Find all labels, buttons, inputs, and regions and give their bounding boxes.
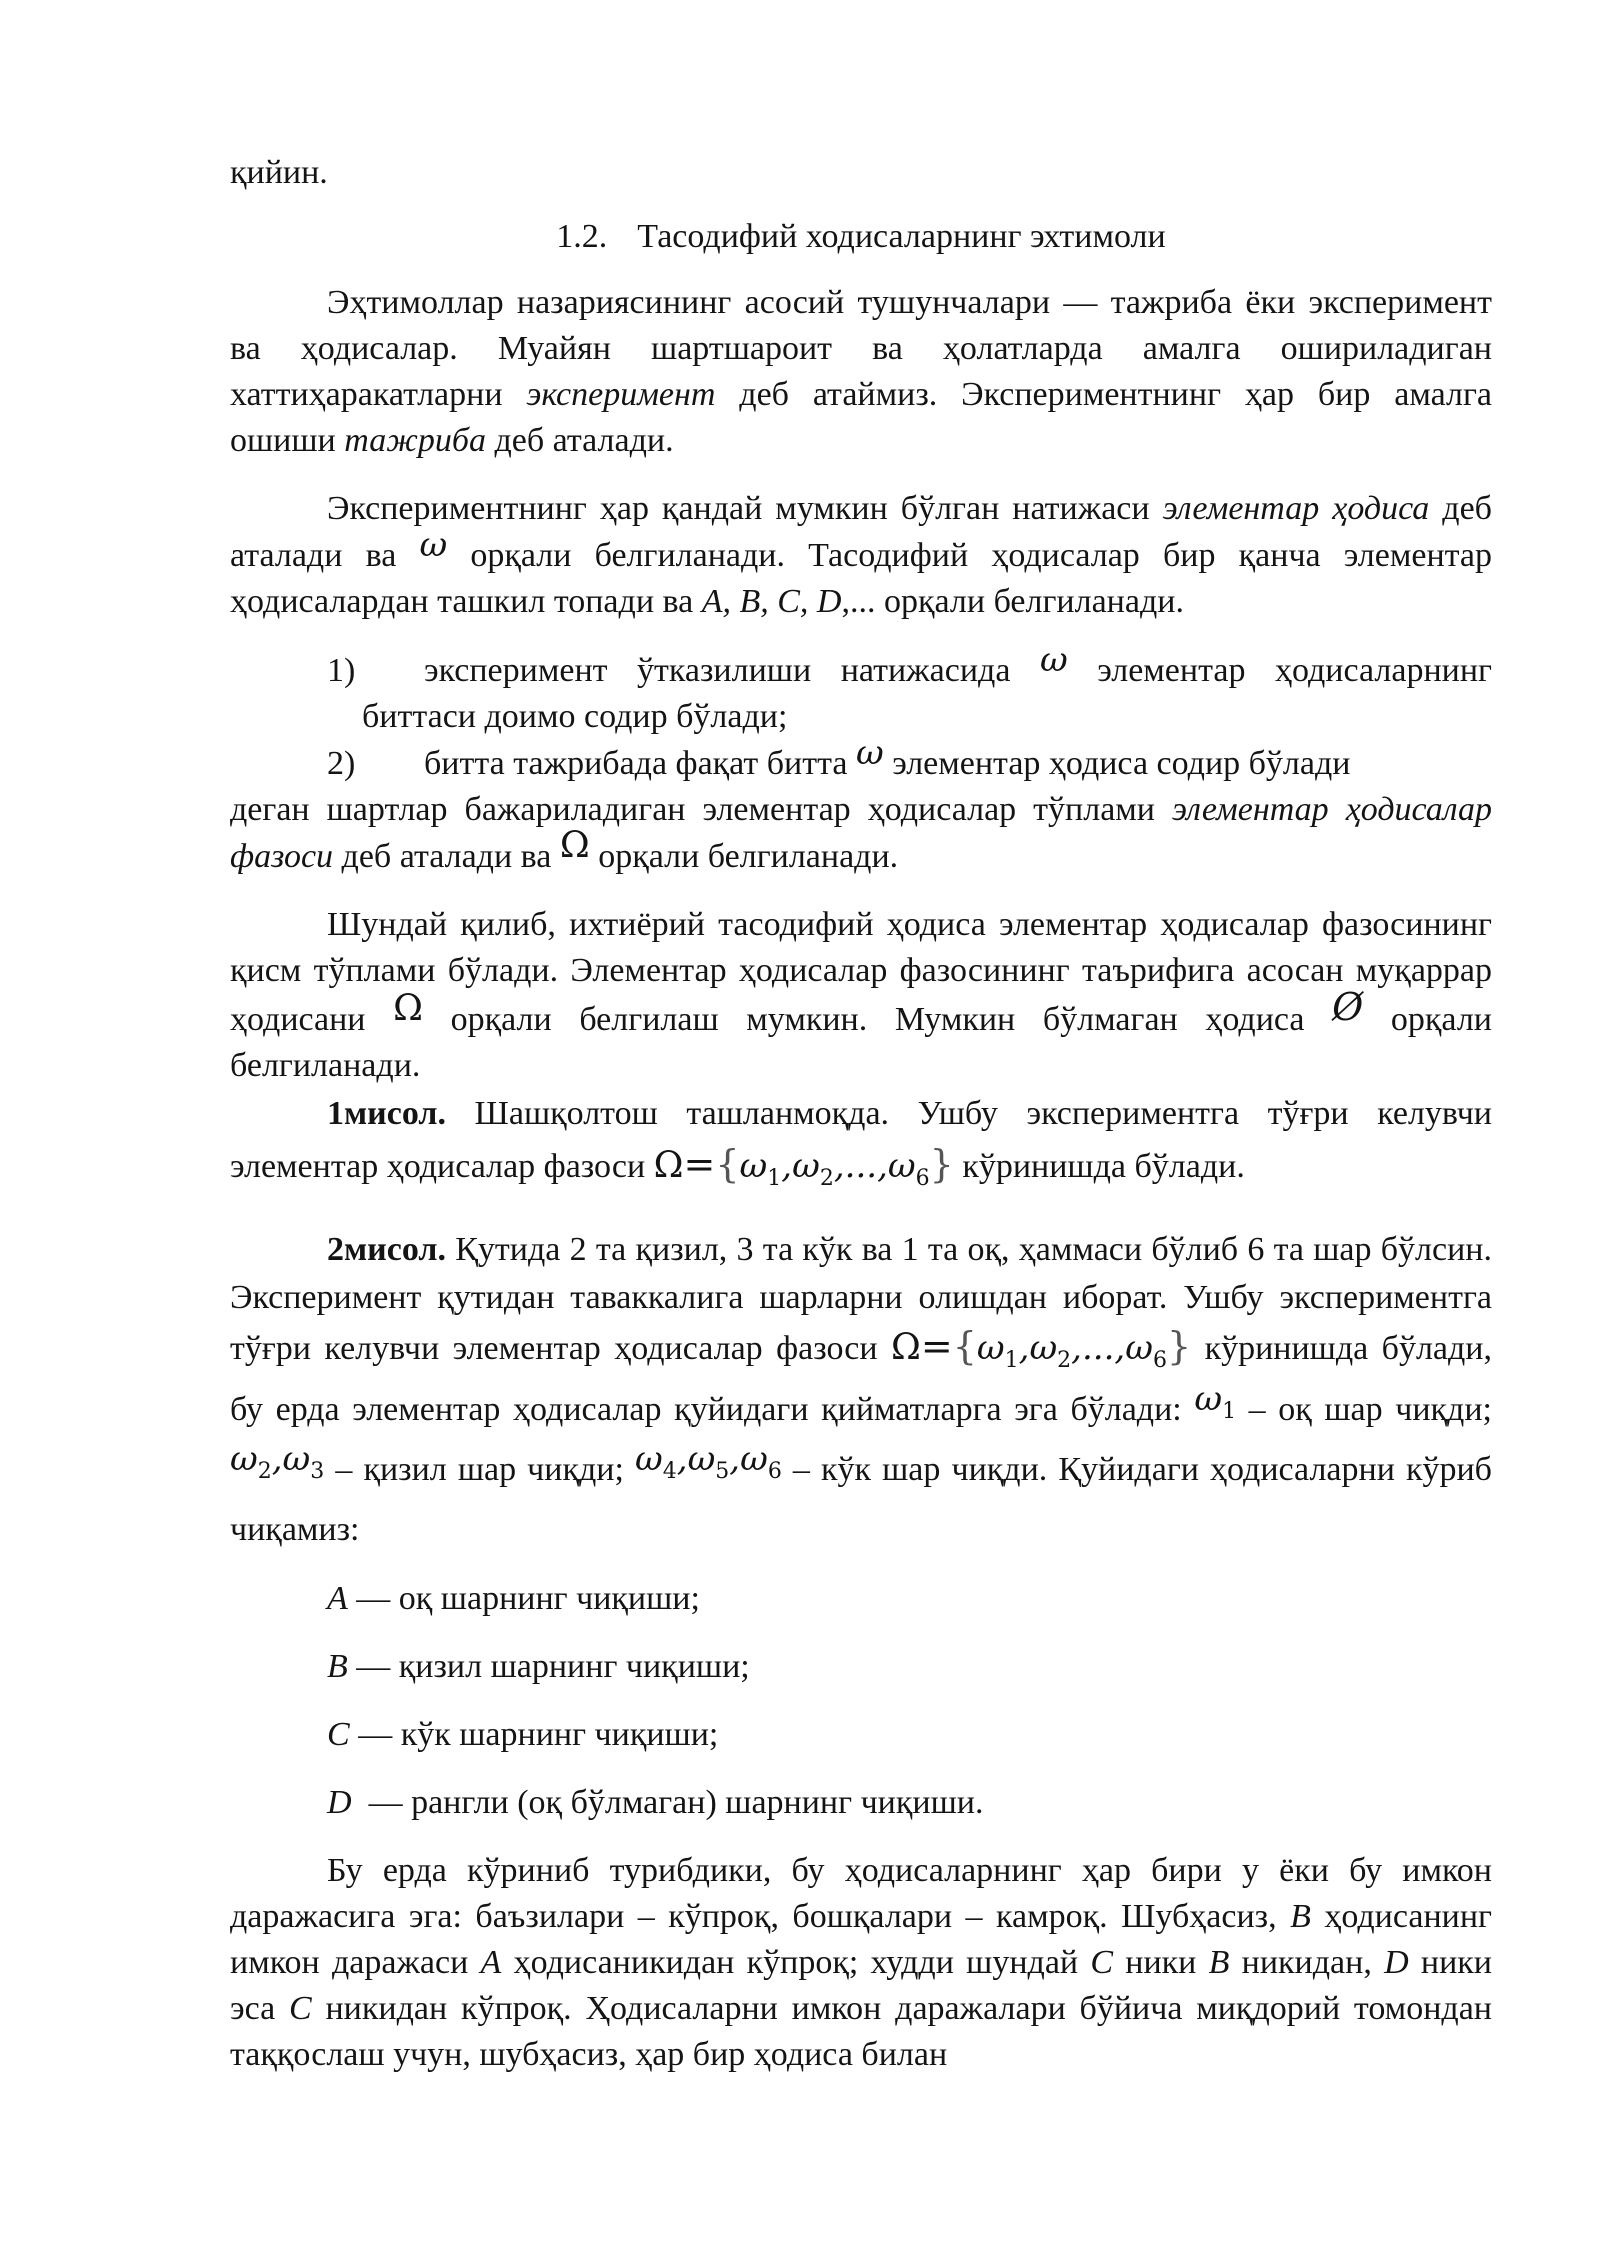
text-run: элементар ҳодисаларнинг биттаси доимо содир бўлади; [362,652,1492,735]
Omega-symbol: Ω [891,1326,921,1368]
omega-symbol: ω [739,1146,768,1186]
subscript: 6 [1152,1347,1167,1373]
Omega-symbol: Ω [653,1145,684,1186]
event-symbol: C [1090,1944,1114,1982]
list-label: 1) [327,652,356,689]
text-run: орқали белгиланади. [589,838,899,875]
term-event-space: элементар ҳодисалар фазоси [230,791,1492,875]
equals-sign: = [920,1323,953,1368]
omega-symbol: ω [792,1146,820,1186]
text-run: битта тажрибада фақат битта [424,745,856,782]
comma: , [781,1146,793,1186]
comma: , [1114,1327,1126,1368]
term-elementary-event: элементар ҳодиса [1162,490,1430,527]
subscript: 2 [1057,1347,1072,1373]
text-run: элементар ҳодиса содир бўлади [883,745,1351,782]
omega-symbol: ω [740,1439,768,1480]
text-run: орқали белгилаш мумкин. Мумкин бўлмаган ҳодиса [423,1001,1333,1038]
close-brace: } [929,1142,954,1186]
omega-symbol: ω [635,1439,663,1480]
paragraph-4 [230,1848,1492,2078]
text-run: кўринишда бўлади. [953,1148,1245,1185]
text-run: – кўк шар чиқди. Қуйидаги ҳодисаларни кўриб чиқамиз: [230,1451,1492,1549]
text-run: орқали белгиланади. Тасодифий ҳодисалар бир қанча элементар ҳодисалардан ташкил топади ва [230,537,1492,620]
event-symbol: A [480,1944,502,1982]
event-symbol: C [327,1716,350,1754]
omega-symbol: ω [976,1327,1005,1368]
text-run: деб аталади ва [333,838,560,875]
omega-symbol: ω [230,1439,258,1480]
omega-2-3 [230,1439,325,1485]
document-page [230,150,1492,2078]
subscript: 4 [662,1459,677,1485]
event-d [230,1780,1492,1826]
text-run: ҳодисаникидан кўпроқ; худди шундай [501,1944,1091,1982]
event-symbol: C [288,1990,312,2028]
comma: , [676,1439,688,1480]
omega-symbol: ω [282,1439,311,1480]
omega-symbol: ω [1125,1327,1153,1368]
example-2 [230,1226,1492,1554]
subscript: 1 [1004,1347,1019,1373]
text-run: деб атаймиз. Экспериментнинг ҳар бир амалга ошиши [230,376,1492,459]
event-description: — қизил шарнинг чиқиши; [347,1648,750,1686]
text-run: орқали белгиланади. [230,1001,1492,1084]
subscript: 1 [767,1165,782,1191]
text-run: – оқ шар чиқди; [1236,1390,1492,1428]
top-line: қийин. [230,154,328,191]
text-run: Шундай қилиб, ихтиёрий тасодифий ҳодиса элементар ҳодисалар фазосининг қисм тўплами бўлади. Элементар ҳодисалар фазосининг таърифига асосан муқаррар ҳодисани [230,906,1492,1038]
example-label: 1мисол. [327,1095,446,1132]
event-b [230,1644,1492,1690]
omega-symbol: ω [1194,1378,1223,1419]
text-run: деган шартлар бажариладиган элементар ҳодисалар тўплами [230,791,1172,828]
section-number: 1.2. [556,218,608,255]
ellipsis: ... [1081,1327,1115,1368]
text-run: ,... орқали белгиланади. [841,583,1184,620]
omega-4-5-6 [635,1439,782,1485]
Omega-symbol: Ω [393,988,423,1029]
equals-sign: = [683,1142,716,1186]
empty-set-symbol: Ø [1332,985,1364,1029]
event-symbol: B [327,1648,348,1686]
event-symbol: A [327,1580,348,1618]
text-run: Қутида 2 та қизил, 3 та кўк ва 1 та оқ, ҳаммаси бўлиб 6 та шар бўлсин. Эксперимент қутидан таваккалига шарларни олишдан иборат. Ушбу экспериментга тўғри келувчи элементар ҳодисалар фазоси [230,1230,1492,1367]
text-run: никидан, [1229,1944,1385,1982]
comma: , [833,1146,845,1186]
omega-symbol: ω [419,525,448,565]
comma: , [729,1439,741,1480]
omega-1 [1194,1378,1237,1424]
subscript: 3 [310,1459,325,1485]
ellipsis: ... [844,1146,878,1186]
list-item-1 [230,640,1492,740]
omega-symbol: ω [687,1439,716,1480]
subscript: 1 [1222,1398,1237,1424]
text-run: ники эса [230,1944,1493,2028]
paragraph-2 [230,486,1492,625]
text-run: Экспериментнинг ҳар қандай мумкин бўлган натижаси [327,490,1163,527]
text-run: – қизил шар чиқди; [324,1451,636,1489]
event-symbol: D [1384,1944,1409,1982]
list-item-2 [230,733,1492,787]
comma: , [1018,1327,1030,1368]
event-space-formula [891,1323,1192,1373]
omega-symbol: ω [1029,1327,1058,1368]
subscript: 5 [715,1459,730,1485]
event-symbol: B [1208,1944,1230,1982]
text-run: Эҳтимоллар назариясининг асосий тушунчалари — тажриба ёки эксперимент ва ҳодисалар. Муайян шартшароит ва ҳолатларда амалга ошириладиган хаттиҳаракатларни [230,284,1492,413]
text-run: никидан кўпроқ. Ҳодисаларни имкон даражалари бўйича миқдорий томондан таққослаш учун, шубҳасиз, ҳар бир ҳодиса билан [230,1990,1492,2074]
term-experiment: эксперимент [526,376,716,413]
event-symbol: B [1290,1898,1311,1936]
subscript: 2 [257,1459,272,1485]
omega-symbol: ω [1039,640,1068,680]
text-run: кўринишда бўлади, бу ерда элементар ҳодисалар қуйидаги қийматларга эга бўлади: [230,1329,1493,1428]
example-1 [230,1089,1492,1204]
paragraph-1 [230,280,1492,464]
event-description: — кўк шарнинг чиқиши; [349,1716,719,1754]
list-continuation [230,787,1492,880]
text-run: ники [1113,1944,1209,1982]
event-description: — рангли (оқ бўлмаган) шарнинг чиқиши. [351,1784,984,1822]
subscript: 6 [767,1459,782,1485]
text-run: Бу ерда кўриниб турибдики, бу ҳодисаларнинг ҳар бири у ёки бу имкон даражасига эга: баъзилари – кўпроқ, бошқалари – камроқ. Шубҳасиз, [230,1852,1492,1936]
text-run: ҳодисанинг имкон даражаси [230,1898,1492,1982]
subscript: 6 [915,1165,930,1191]
comma: , [271,1439,283,1480]
text-run: Шашқолтош ташланмоқда. Ушбу экспериментга тўғри келувчи элементар ҳодисалар фазоси [230,1095,1492,1185]
list-label: 2) [327,745,356,782]
section-title: Тасодифий ходисаларнинг эхтимоли [637,218,1166,255]
comma: , [877,1146,888,1186]
text-run: деб аталади. [485,422,674,459]
close-brace: } [1166,1323,1192,1368]
event-space-formula [653,1142,954,1191]
event-a [230,1576,1492,1622]
paragraph-3 [230,902,1492,1089]
text-run: эксперимент ўтказилиши натижасида [424,652,1040,689]
event-symbol: D [327,1784,352,1822]
section-heading [230,214,1492,260]
event-description: — оқ шарнинг чиқиши; [347,1580,700,1618]
open-brace: { [952,1323,977,1368]
event-c [230,1712,1492,1758]
comma: , [1071,1327,1082,1368]
omega-symbol: ω [855,733,884,773]
omega-symbol: ω [887,1146,916,1186]
example-label: 2мисол. [327,1230,446,1268]
text-run: деб аталади ва [230,490,1492,574]
term-trial: тажриба [344,422,486,459]
Omega-symbol: Ω [559,825,590,866]
subscript: 2 [819,1165,834,1191]
open-brace: { [715,1142,740,1186]
event-letters: A, B, C, D [701,583,842,620]
